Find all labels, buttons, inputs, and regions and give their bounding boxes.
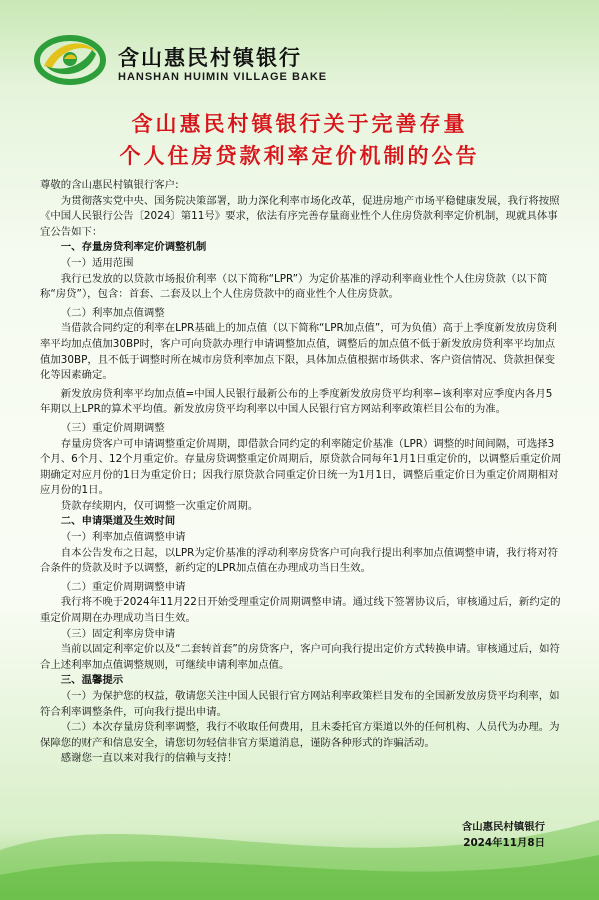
section-1-1-heading: （一）适用范围: [60, 256, 134, 269]
section-2-1-heading: （一）利率加点值调整申请: [60, 531, 186, 544]
section-3-2-text: （二）本次存量房贷利率调整，我行不收取任何费用，且未委托官方渠道以外的任何机构、人员代为办理。为保障您的财产和信息安全，请您切勿轻信非官方渠道消息，谨防各种形式的诈骗活动。: [40, 721, 560, 749]
section-2-3-text: 当前以固定利率定价以及“二套转首套”的房贷客户，客户可向我行提出定价方式转换申请。审核通过后，如符合上述利率加点值调整规则，可继续申请利率加点值。: [40, 643, 560, 671]
section-2-heading: 二、申请渠道及生效时间: [60, 515, 176, 528]
section-1-1-text: 我行已发放的以贷款市场报价利率（以下简称“LPR”）为定价基准的浮动利率商业性个人住房贷款（以下简称“房贷”），包含：首套、二套及以上个人住房贷款中的商业性个人住房贷款。: [40, 272, 548, 301]
signature-bank: 含山惠民村镇银行: [461, 821, 545, 833]
thanks-paragraph: 感谢您一直以来对我行的信赖与支持！: [60, 752, 238, 765]
section-1-3-heading: （三）重定价周期调整: [60, 421, 165, 434]
swirl-green-yellow-logo-icon: [34, 30, 106, 86]
bank-name-chinese: 含山惠民村镇银行: [118, 46, 302, 70]
greeting: 尊敬的含山惠民村镇银行客户:: [40, 179, 179, 191]
notice-title-line-2: 个人住房贷款利率定价机制的公告: [119, 144, 480, 168]
intro-paragraph: 为贯彻落实党中央、国务院决策部署，助力深化利率市场化改革，促进房地产市场平稳健康发展，我行将按照《中国人民银行公告〔2024〕第11号》要求，依法有序完善存量商业性个人住房贷款利率定价机制，现就具体事宜公告如下：: [40, 194, 560, 238]
section-1-heading: 一、存量房贷利率定价调整机制: [60, 241, 207, 254]
signature-date: 2024年11月8日: [463, 836, 545, 849]
section-1-3-text-1: 存量房贷客户可申请调整重定价周期，即借款合同约定的利率随定价基准（LPR）调整的时间间隔，可选择3个月、6个月、12个月重定价。存量房贷调整重定价周期后，原贷款合同每年1月1日重定价的，以调整后重定价周期确定对应月份的1日为重定价日；因我行原贷款合同重定价日统一为1月1日，调整后重定价日为重定价周期相对应月份的1日。: [40, 437, 562, 497]
section-1-2-heading: （二）利率加点值调整: [60, 306, 165, 319]
notice-title-line-1: 含山惠民村镇银行关于完善存量: [131, 112, 468, 136]
section-1-2-text-2: 新发放房贷利率平均加点值=中国人民银行最新公布的上季度新发放房贷平均利率−该利率对应季度内各月5年期以上LPR的算术平均值。新发放房贷平均利率以中国人民银行官方网站利率政策栏目公布的为准。: [40, 387, 553, 416]
section-3-1-text: （一）为保护您的权益，敬请您关注中国人民银行官方网站利率政策栏目发布的全国新发放房贷平均利率，如符合利率调整条件，可向我行提出申请。: [40, 690, 560, 718]
section-2-2-heading: （二）重定价周期调整申请: [60, 580, 186, 593]
signature-block: [462, 820, 545, 851]
section-1-3-text-2: 贷款存续期内，仅可调整一次重定价周期。: [60, 499, 259, 512]
section-3-heading: 三、温馨提示: [60, 674, 124, 687]
section-2-1-text: 自本公告发布之日起，以LPR为定价基准的浮动利率房贷客户可向我行提出利率加点值调整申请，我行将对符合条件的贷款及时予以调整，新约定的LPR加点值在办理成功当日生效。: [40, 546, 559, 575]
section-2-3-heading: （三）固定利率房贷申请: [60, 627, 176, 640]
section-1-2-text-1: 当借款合同约定的利率在LPR基础上的加点值（以下简称“LPR加点值”，可为负值）高于上季度新发放房贷利率平均加点值加30BP时，客户可向贷款办理行申请调整加点值，调整后的加点值不低于新发放房贷利率平均加点值加30BP，且不低于调整时所在城市房贷利率加点下限，具体加点值根据市场供求、客户资信情况、贷款担保变化等因素确定。: [40, 322, 557, 382]
notice-body: [40, 178, 562, 767]
section-2-2-text: 我行将不晚于2024年11月22日开始受理重定价周期调整申请。通过线下签署协议后，审核通过后，新约定的重定价周期在办理成功当日生效。: [40, 596, 561, 625]
bank-name-english: HANSHAN HUIMIN VILLAGE BAKE: [118, 71, 328, 83]
bank-header: [34, 30, 574, 90]
